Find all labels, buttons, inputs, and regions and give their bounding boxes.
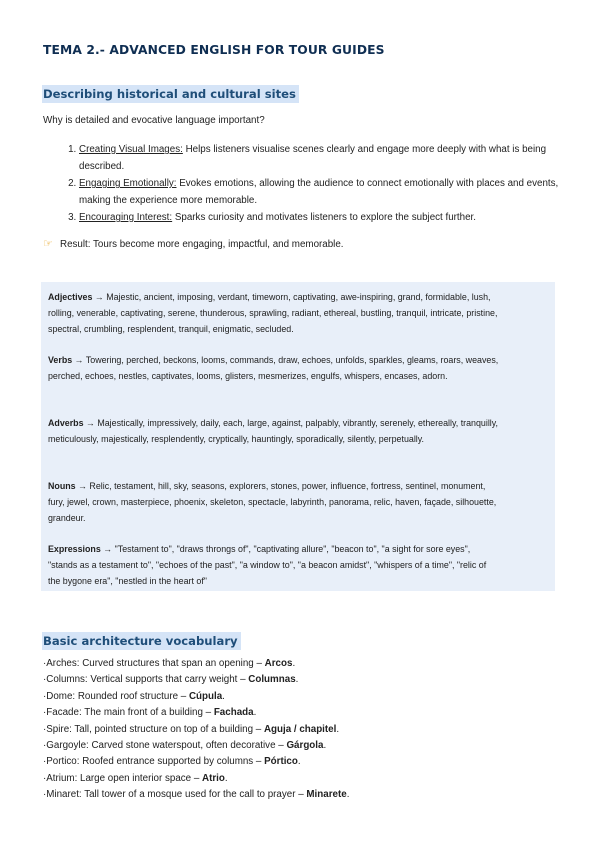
list-item bbox=[43, 754, 563, 770]
list-item bbox=[43, 656, 563, 672]
reasons-list bbox=[43, 142, 579, 228]
term-definition: Gargoyle: Carved stone waterspout, often decorative – bbox=[46, 740, 287, 752]
term-definition: Arches: Curved structures that span an opening – bbox=[46, 658, 265, 669]
vocab-words: Relic, testament, hill, sky, seasons, explorers, stones, power, influence, fortress, sentinel, monument, fury, jewel, crown, masterpiece, phoenix, skeleton, spectacle, labyrinth, panorama, relic, haven, façade, silhouette, grandeur. bbox=[48, 481, 497, 523]
vocab-arrow: → bbox=[72, 355, 86, 365]
vocab-arrow: → bbox=[83, 418, 98, 428]
vocab-arrow: → bbox=[75, 481, 90, 491]
architecture-list bbox=[43, 656, 563, 804]
list-item bbox=[79, 176, 579, 209]
term-definition: Spire: Tall, pointed structure on top of a building – bbox=[46, 723, 264, 735]
punctuation: . bbox=[224, 772, 228, 784]
reason-text: Sparks curiosity and motivates listeners to explore the subject further. bbox=[172, 212, 476, 223]
vocab-label: Adverbs bbox=[48, 418, 84, 428]
vocab-label: Nouns bbox=[48, 481, 76, 491]
section-heading-text: Basic architecture vocabulary bbox=[42, 632, 241, 650]
punctuation: . bbox=[222, 690, 225, 702]
vocabulary-box bbox=[41, 282, 555, 591]
section-heading-historical bbox=[42, 77, 299, 105]
reason-text: Evokes emotions, allowing the audience to connect emotionally with places and events, making the experience more memorable. bbox=[79, 178, 559, 206]
spanish-term: Gárgola bbox=[286, 740, 324, 752]
document-title: TEMA 2.- ADVANCED ENGLISH FOR TOUR GUIDES bbox=[43, 43, 385, 57]
term-definition: Atrium: Large open interior space – bbox=[46, 772, 203, 784]
vocab-verbs bbox=[48, 353, 500, 385]
vocab-label: Verbs bbox=[48, 355, 73, 365]
vocab-arrow: → bbox=[100, 544, 115, 554]
section-heading-architecture bbox=[42, 624, 241, 652]
vocab-words: "Testament to", "draws throngs of", "captivating allure", "beacon to", "a sight for sore eyes", "stands as a testament to", "echoes of the past", "a window to", "a beacon amidst", "whispers of a time", "relic of the bygone era", "nestled in the heart of" bbox=[48, 544, 487, 586]
list-item bbox=[43, 672, 563, 688]
list-item bbox=[79, 142, 579, 175]
vocab-label: Expressions bbox=[48, 544, 101, 554]
vocab-adjectives bbox=[48, 290, 500, 337]
list-item bbox=[79, 210, 579, 227]
result-text: Result: Tours become more engaging, impactful, and memorable. bbox=[60, 239, 344, 250]
vocab-label: Adjectives bbox=[48, 292, 93, 302]
punctuation: . bbox=[253, 707, 257, 719]
term-definition: Dome: Rounded roof structure – bbox=[46, 690, 189, 702]
vocab-adverbs bbox=[48, 416, 500, 448]
punctuation: . bbox=[297, 756, 301, 768]
vocab-nouns bbox=[48, 479, 500, 526]
spanish-term: Columnas bbox=[248, 674, 296, 686]
vocab-words: Majestically, impressively, daily, each, large, against, palpably, vibrantly, serenely, ethereally, tranquilly, meticulously, majestically, resplendently, cryptically, hauntingly, sporadically, silently, perpetually. bbox=[48, 418, 499, 444]
spanish-term: Aguja / chapitel bbox=[263, 723, 337, 735]
punctuation: . bbox=[336, 723, 340, 735]
result-line bbox=[43, 237, 344, 250]
spanish-term: Arcos bbox=[264, 658, 293, 669]
reason-term: Engaging Emotionally: bbox=[79, 178, 177, 189]
question-text: Why is detailed and evocative language important? bbox=[43, 115, 265, 126]
vocab-words: Majestic, ancient, imposing, verdant, timeworn, captivating, awe-inspiring, grand, formidable, lush, rolling, venerable, captivating, serene, thunderous, sprawling, radiant, ethereal, bustling, tranquil, intricate, pristine, spectral, crumbling, resplendent, tranquil, enigmatic, secluded. bbox=[48, 292, 498, 334]
term-definition: Columns: Vertical supports that carry weight – bbox=[46, 674, 249, 686]
spanish-term: Atrio bbox=[202, 772, 225, 784]
term-definition: Portico: Roofed entrance supported by columns – bbox=[46, 756, 265, 768]
list-item bbox=[43, 689, 563, 705]
spanish-term: Cúpula bbox=[188, 690, 223, 702]
spanish-term: Pórtico bbox=[264, 756, 298, 768]
punctuation: . bbox=[292, 658, 296, 669]
reason-text: Helps listeners visualise scenes clearly and engage more deeply with what is being described. bbox=[79, 144, 547, 172]
vocab-arrow: → bbox=[92, 292, 107, 302]
list-item bbox=[43, 705, 563, 721]
punctuation: . bbox=[295, 674, 299, 686]
reason-term: Creating Visual Images: bbox=[79, 144, 183, 155]
list-item bbox=[43, 722, 563, 738]
term-definition: Facade: The main front of a building – bbox=[46, 707, 214, 719]
term-definition: Minaret: Tall tower of a mosque used for the call to prayer – bbox=[46, 789, 307, 801]
vocab-words: Towering, perched, beckons, looms, commands, draw, echoes, unfolds, sparkles, gleams, roars, weaves, perched, echoes, nestles, captivates, looms, glisters, mesmerizes, engulfs, whispers, encases, adorn. bbox=[48, 355, 499, 381]
list-item bbox=[43, 738, 563, 754]
punctuation: . bbox=[323, 740, 327, 752]
punctuation: . bbox=[346, 789, 350, 801]
section-heading-text: Describing historical and cultural sites bbox=[42, 85, 299, 103]
pointing-hand-icon: ☞ bbox=[43, 238, 53, 250]
list-item bbox=[43, 787, 563, 803]
list-item bbox=[43, 771, 563, 787]
reason-term: Encouraging Interest: bbox=[79, 212, 173, 223]
spanish-term: Minarete bbox=[306, 789, 347, 801]
vocab-expressions bbox=[48, 542, 500, 589]
spanish-term: Fachada bbox=[213, 707, 254, 719]
